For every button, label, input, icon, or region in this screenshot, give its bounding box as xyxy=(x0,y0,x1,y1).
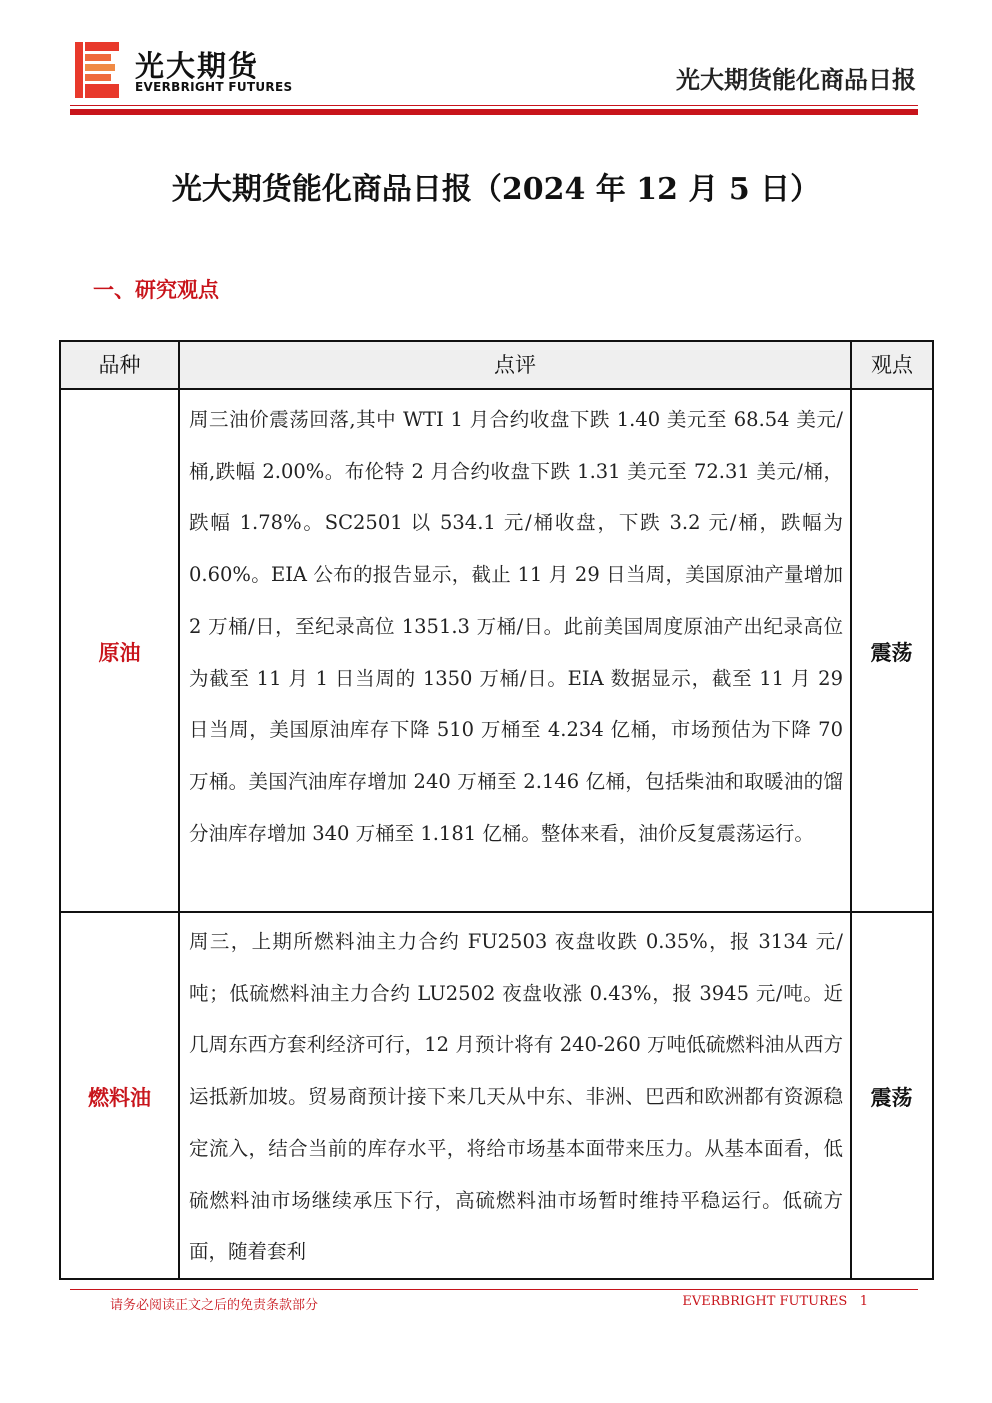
research-view-table xyxy=(59,340,934,1280)
company-logo xyxy=(75,40,293,98)
product-label-crude-oil: 原油 xyxy=(98,640,141,665)
footer-disclaimer: 请务必阅读正文之后的免责条款部分 xyxy=(110,1298,319,1313)
document-title: 光大期货能化商品日报（2024 年 12 月 5 日） xyxy=(171,172,821,207)
row-divider xyxy=(61,911,932,913)
product-label-fuel-oil: 燃料油 xyxy=(88,1085,151,1110)
column-header-view: 观点 xyxy=(871,353,913,377)
logo-english-name: EVERBRIGHT FUTURES xyxy=(135,80,293,94)
page-number: 1 xyxy=(859,1294,868,1309)
everbright-logo-icon xyxy=(75,42,119,98)
logo-chinese-name: 光大期货 xyxy=(135,49,260,83)
footer-brand: EVERBRIGHT FUTURES xyxy=(682,1294,848,1309)
comment-crude-oil: 周三油价震荡回落,其中 WTI 1 月合约收盘下跌 1.40 美元至 68.54 美元/桶,跌幅 2.00%。布伦特 2 月合约收盘下跌 1.31 美元至 72.31 美元/桶，跌幅 1.78%。SC2501 以 534.1 元/桶收盘，下跌 3.2 元/桶，跌幅为 0.60%。EIA 公布的报告显示，截止 11 月 29 日当周，美国原油产量增加 2 万桶/日，至纪录高位 1351.3 万桶/日。此前美国周度原油产出纪录高位为截至 11 月 1 日当周的 1350 万桶/日。EIA 数据显示，截至 11 月 29 日当周，美国原油库存下降 510 万桶至 4.234 亿桶，市场预估为下降 70 万桶。美国汽油库存增加 240 万桶至 2.146 亿桶，包括柴油和取暖油的馏分油库存增加 340 万桶至 1.181 亿桶。整体来看，油价反复震荡运行。 xyxy=(189,408,843,845)
table-header-row xyxy=(61,342,932,390)
footer-divider xyxy=(70,1289,918,1290)
view-fuel-oil: 震荡 xyxy=(870,1085,913,1110)
column-header-product: 品种 xyxy=(98,353,141,377)
footer-brand-page xyxy=(682,1294,868,1309)
column-header-comment: 点评 xyxy=(494,353,536,377)
comment-fuel-oil: 周三，上期所燃料油主力合约 FU2503 夜盘收跌 0.35%，报 3134 元/吨；低硫燃料油主力合约 LU2502 夜盘收涨 0.43%，报 3945 元/吨。近几周东西方套利经济可行，12 月预计将有 240-260 万吨低硫燃料油从西方运抵新加坡。贸易商预计接下来几天从中东、非洲、巴西和欧洲都有资源稳定流入，结合当前的库存水平，将给市场基本面带来压力。从基本面看，低硫燃料油市场继续承压下行，高硫燃料油市场暂时维持平稳运行。低硫方面，随着套利 xyxy=(189,930,843,1264)
column-divider xyxy=(178,342,180,1278)
column-divider xyxy=(850,342,852,1278)
report-series-title: 光大期货能化商品日报 xyxy=(676,65,916,94)
header-divider-thick xyxy=(70,109,918,115)
section-heading: 一、研究观点 xyxy=(93,277,219,302)
view-crude-oil: 震荡 xyxy=(870,640,913,665)
header-divider-thin xyxy=(70,105,918,106)
